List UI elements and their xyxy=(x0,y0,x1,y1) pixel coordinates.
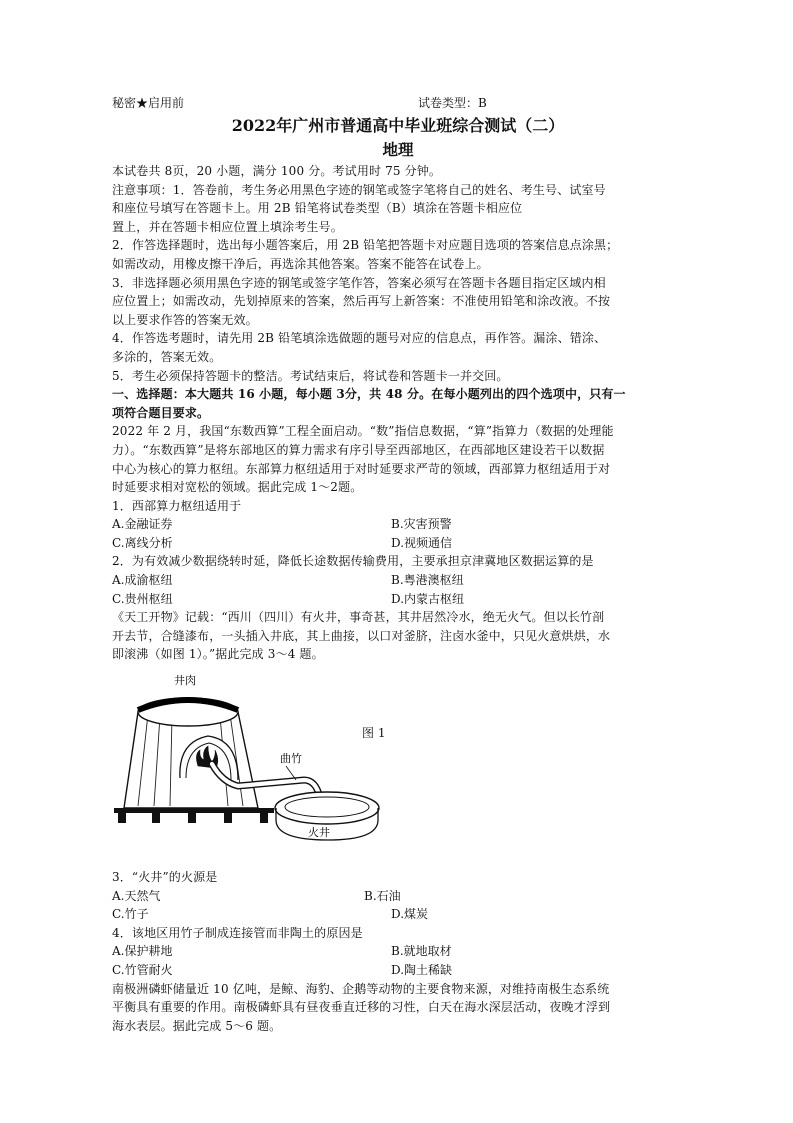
option-b: B.粤港澳枢纽 xyxy=(391,573,464,588)
passage-line: 开去节，合缝漆布，一头插入井底，其上曲接，以口对釜脐，注卤水釜中，只见火意烘烘，水 xyxy=(112,628,611,643)
question-stem: 3．“火井”的火源是 xyxy=(112,870,218,885)
passage-line: 中心为核心的算力枢纽。东部算力枢纽适用于对时延要求严苛的领域，西部算力枢纽适用于对 xyxy=(112,461,611,476)
option-row xyxy=(112,887,684,906)
note-line: 置上，并在答题卡相应位置上填涂考生号。 xyxy=(112,219,343,234)
paper-type-label: 试卷类型：B xyxy=(418,96,487,110)
note-line: 应位置上；如需改动，先划掉原来的答案，然后再写上新答案：不准使用铅笔和涂改液。不按 xyxy=(112,294,611,309)
note-line: 注意事项：1．答卷前，考生务必用黑色字迹的钢笔或签字笔将自己的姓名、考生号、试室号 xyxy=(112,182,606,197)
option-c: C.离线分析 xyxy=(112,535,173,550)
label-well-top: 井肉 xyxy=(174,674,196,688)
option-row xyxy=(112,961,684,980)
option-d: D.煤炭 xyxy=(391,907,429,922)
passage-line: 2022 年 2 月，我国“东数西算”工程全面启动。“数”指信息数据，“算”指算力（数据的处理能 xyxy=(112,424,614,439)
passage-line: 平衡具有重要的作用。南极磷虾具有昼夜垂直迁移的习性，白天在海水深层活动，夜晚才浮到 xyxy=(112,1000,611,1015)
note-line: 以上要求作答的答案无效。 xyxy=(112,312,258,327)
exam-intro: 本试卷共 8页，20 小题，满分 100 分。考试用时 75 分钟。 xyxy=(112,164,442,178)
note-line: 和座位号填写在答题卡上。用 2B 铅笔将试卷类型（B）填涂在答题卡相应位 xyxy=(112,201,523,216)
notes-block xyxy=(112,181,684,386)
option-c: C.贵州枢纽 xyxy=(112,591,173,606)
question-3 xyxy=(112,868,684,924)
question-stem: 4．该地区用竹子制成连接管而非陶土的原因是 xyxy=(112,925,363,940)
option-row xyxy=(112,534,684,553)
passage-3 xyxy=(112,980,684,1036)
passage-line: 即滚沸（如图 1）。”据此完成 3～4 题。 xyxy=(112,647,324,662)
option-a: A.保护耕地 xyxy=(112,944,173,959)
note-line: 5．考生必须保持答题卡的整洁。考试结束后，将试卷和答题卡一并交回。 xyxy=(112,368,509,383)
question-stem: 2．为有效减少数据绕转时延，降低长途数据传输费用，主要承担京津冀地区数据运算的是 xyxy=(112,554,594,569)
secret-label: 秘密★启用前 xyxy=(112,96,185,110)
stand-legs xyxy=(118,813,268,823)
fire-well-mouth xyxy=(285,797,369,817)
passage-line: 时延要求相对宽松的领域。据此完成 1～2题。 xyxy=(112,480,363,495)
option-c: C.竹子 xyxy=(112,907,149,922)
label-bamboo: 曲竹 xyxy=(280,752,302,766)
question-1 xyxy=(112,497,684,553)
section-heading xyxy=(112,385,684,422)
fire-well-illustration xyxy=(112,670,412,868)
option-a: A.成渝枢纽 xyxy=(112,573,173,588)
option-d: D.视频通信 xyxy=(391,535,453,550)
passage-line: 南极洲磷虾储量近 10 亿吨，是鲸、海豹、企鹅等动物的主要食物来源，对维持南极生态系统 xyxy=(112,981,610,996)
note-line: 3．非选择题必须用黑色字迹的钢笔或签字笔作答，答案必须写在答题卡各题目指定区域内相 xyxy=(112,275,606,290)
option-a: A.天然气 xyxy=(112,888,161,903)
figure-caption: 图 1 xyxy=(362,726,386,741)
option-a: A.金融证券 xyxy=(112,517,173,532)
section-heading-line: 一、选择题：本大题共 16 小题，每小题 3分，共 48 分。在每小题列出的四个选项中，只有一 xyxy=(112,387,626,402)
option-b: B.灾害预警 xyxy=(391,517,452,532)
exam-title: 2022年广州市普通高中毕业班综合测试（二） xyxy=(231,116,565,135)
option-c: C.竹管耐火 xyxy=(112,963,173,977)
page-header xyxy=(112,94,684,113)
passage-line: 海水表层。据此完成 5～6 题。 xyxy=(112,1018,282,1033)
question-2 xyxy=(112,552,684,608)
option-d: D.陶土稀缺 xyxy=(391,963,453,977)
option-b: B.石油 xyxy=(364,888,401,903)
note-line: 2．作答选择题时，选出每小题答案后，用 2B 铅笔把答题卡对应题目选项的答案信息点涂黑； xyxy=(112,238,619,253)
section-heading-line: 项符合题目要求。 xyxy=(112,405,210,420)
exam-subject: 地理 xyxy=(382,140,414,159)
option-row xyxy=(112,590,684,609)
note-line: 多涂的，答案无效。 xyxy=(112,349,222,364)
note-line: 如需改动，用橡皮擦干净后，再选涂其他答案。答案不能答在试卷上。 xyxy=(112,256,489,271)
option-b: B.就地取材 xyxy=(391,944,452,959)
option-row xyxy=(112,515,684,534)
question-stem: 1．西部算力枢纽适用于 xyxy=(112,498,242,513)
stand-top xyxy=(114,808,274,813)
note-line: 4．作答选考题时，请先用 2B 铅笔填涂选做题的题号对应的信息点，再作答。漏涂、错涂、 xyxy=(112,331,607,346)
option-d: D.内蒙古枢纽 xyxy=(391,591,465,606)
option-row xyxy=(112,571,684,590)
label-fire-well: 火井 xyxy=(308,826,330,840)
option-row xyxy=(112,905,684,924)
option-row xyxy=(112,942,684,961)
passage-1 xyxy=(112,422,684,496)
question-4 xyxy=(112,924,684,980)
passage-line: 力）。“东数西算”是将东部地区的算力需求有序引导至西部地区，在西部地区建设若干以数据 xyxy=(112,442,605,457)
passage-2 xyxy=(112,608,684,664)
exam-page xyxy=(112,94,684,1035)
passage-line: 《天工开物》记载：“西川（四川）有火井，事奇甚，其井居然冷水，绝无火气。但以长竹剖 xyxy=(112,610,605,625)
figure-1 xyxy=(112,670,684,868)
